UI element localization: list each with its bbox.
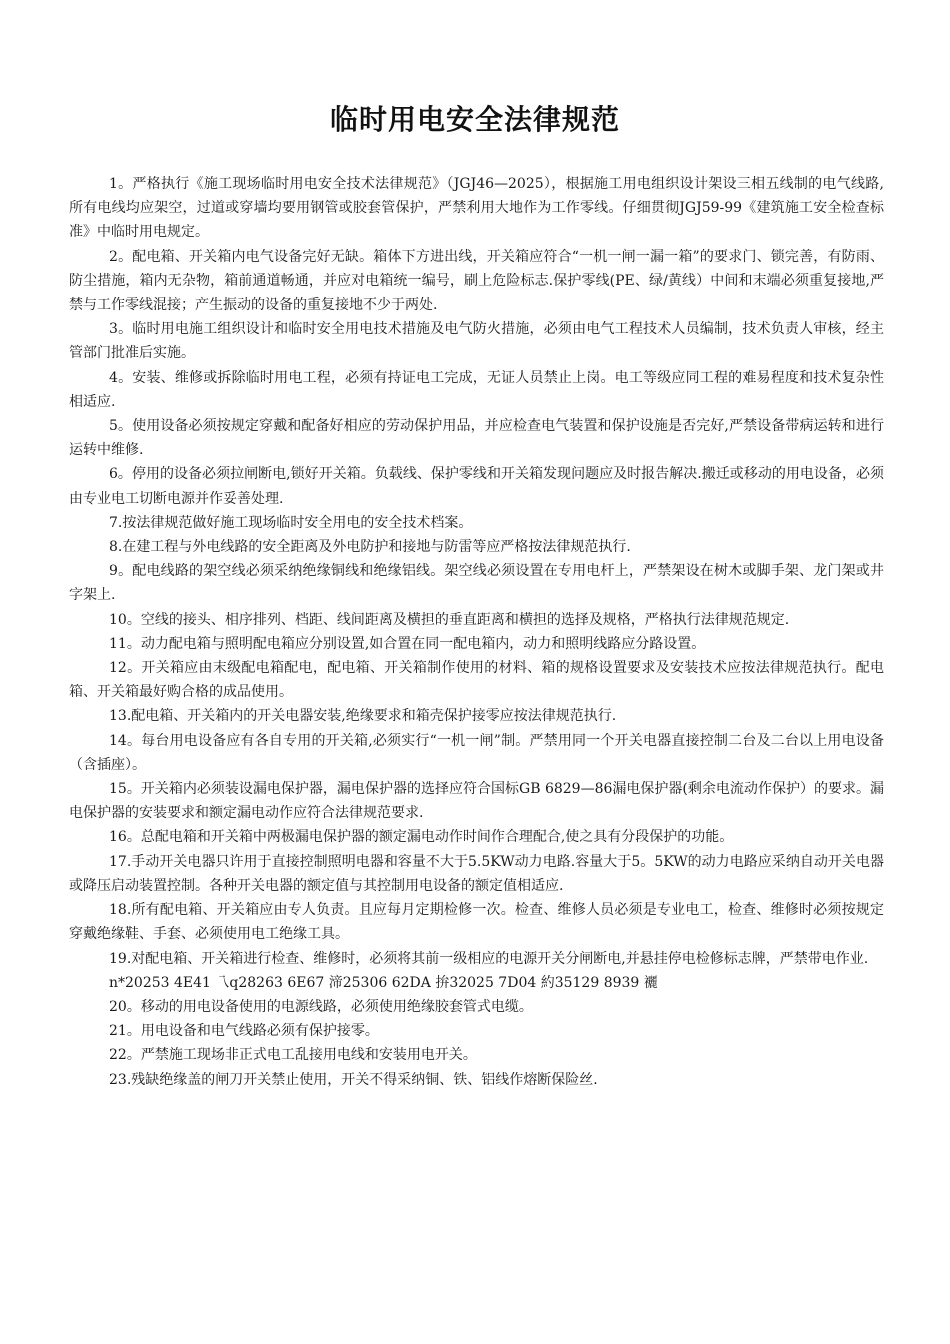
paragraph: 23.残缺绝缘盖的闸刀开关禁止使用，开关不得采纳铜、铁、铝线作熔断保险丝. bbox=[109, 1071, 598, 1088]
document-title: 临时用电安全法律规范 bbox=[329, 103, 620, 136]
paragraph: 4。安装、维修或拆除临时用电工程，必须有持证电工完成，无证人员禁止上岗。电工等级应同工程的难易程度和技术复杂性相适应. bbox=[69, 369, 884, 410]
paragraph: 15。开关箱内必须装设漏电保护器，漏电保护器的选择应符合国标GB 6829—86漏电保护器(剩余电流动作保护）的要求。漏电保护器的安装要求和额定漏电动作应符合法律规范要求. bbox=[69, 781, 884, 822]
paragraph: 19.对配电箱、开关箱进行检查、维修时，必须将其前一级相应的电源开关分闸断电,并悬挂停电检修标志牌，严禁带电作业. bbox=[109, 950, 869, 967]
paragraph: 1。严格执行《施工现场临时用电安全技术法律规范》（JGJ46—2025），根据施工用电组织设计架设三相五线制的电气线路,所有电线均应架空，过道或穿墙均要用钢管或胶套管保护，严禁利用大地作为工作零线。仔细贯彻JGJ59-99《建筑施工安全检查标准》中临时用电规定。 bbox=[69, 176, 884, 241]
paragraph: 10。空线的接头、相序排列、档距、线间距离及横担的垂直距离和横担的选择及规格，严格执行法律规范规定. bbox=[109, 611, 790, 628]
paragraph: 20。移动的用电设备使用的电源线路，必须使用绝缘胶套管式电缆。 bbox=[109, 998, 533, 1015]
paragraph: 16。总配电箱和开关箱中两极漏电保护器的额定漏电动作时间作合理配合,使之具有分段保护的功能。 bbox=[109, 829, 734, 846]
paragraph: 5。使用设备必须按规定穿戴和配备好相应的劳动保护用品，并应检查电气装置和保护设施是否完好,严禁设备带病运转和进行运转中维修. bbox=[69, 418, 884, 459]
paragraph: 22。严禁施工现场非正式电工乱接用电线和安装用电开关。 bbox=[109, 1047, 477, 1064]
paragraph: 17.手动开关电器只许用于直接控制照明电器和容量不大于5.5KW动力电路.容量大于5。5KW的动力电路应采纳自动开关电器或降压启动装置控制。各种开关电器的额定值与其控制用电设备的额定值相适应. bbox=[69, 853, 884, 894]
paragraph: 18.所有配电箱、开关箱应由专人负责。且应每月定期检修一次。检查、维修人员必须是专业电工，检查、维修时必须按规定穿戴绝缘鞋、手套、必须使用电工绝缘工具。 bbox=[69, 902, 884, 943]
paragraph: 12。开关箱应由末级配电箱配电，配电箱、开关箱制作使用的材料、箱的规格设置要求及安装技术应按法律规范执行。配电箱、开关箱最好购合格的成品使用。 bbox=[69, 660, 884, 701]
paragraph: 7.按法律规范做好施工现场临时安全用电的安全技术档案。 bbox=[109, 514, 473, 531]
paragraph: n*20253 4E41 乁q28263 6E67 渧25306 62DA 拚32025 7D04 約35129 8939 襹 bbox=[109, 974, 658, 991]
paragraph: 21。用电设备和电气线路必须有保护接零。 bbox=[109, 1023, 379, 1040]
paragraph: 9。配电线路的架空线必须采纳绝缘铜线和绝缘铝线。架空线必须设置在专用电杆上，严禁架设在树木或脚手架、龙门架或井字架上. bbox=[69, 563, 884, 604]
paragraph: 13.配电箱、开关箱内的开关电器安装,绝缘要求和箱壳保护接零应按法律规范执行. bbox=[109, 708, 617, 725]
paragraph: 3。临时用电施工组织设计和临时安全用电技术措施及电气防火措施，必须由电气工程技术人员编制，技术负责人审核，经主管部门批准后实施。 bbox=[69, 321, 884, 362]
paragraph: 6。停用的设备必须拉闸断电,锁好开关箱。负载线、保护零线和开关箱发现问题应及时报告解决.搬迁或移动的用电设备，必须由专业电工切断电源并作妥善处理. bbox=[69, 466, 884, 507]
document-body bbox=[69, 172, 884, 1092]
paragraph: 2。配电箱、开关箱内电气设备完好无缺。箱体下方进出线，开关箱应符合“一机一闸一漏一箱”的要求门、锁完善，有防雨、防尘措施，箱内无杂物，箱前通道畅通，并应对电箱统一编号，刷上危险标志.保护零线(PE、绿/黄线）中间和末端必须重复接地,严禁与工作零线混接；产生振动的设备的重复接地不少于两处. bbox=[69, 248, 884, 314]
paragraph: 11。动力配电箱与照明配电箱应分别设置,如合置在同一配电箱内，动力和照明线路应分路设置。 bbox=[109, 635, 706, 652]
paragraph: 8.在建工程与外电线路的安全距离及外电防护和接地与防雷等应严格按法律规范执行. bbox=[109, 539, 631, 556]
paragraph: 14。每台用电设备应有各自专用的开关箱,必须实行“一机一闸”制。严禁用同一个开关电器直接控制二台及二台以上用电设备（含插座）。 bbox=[69, 732, 884, 773]
